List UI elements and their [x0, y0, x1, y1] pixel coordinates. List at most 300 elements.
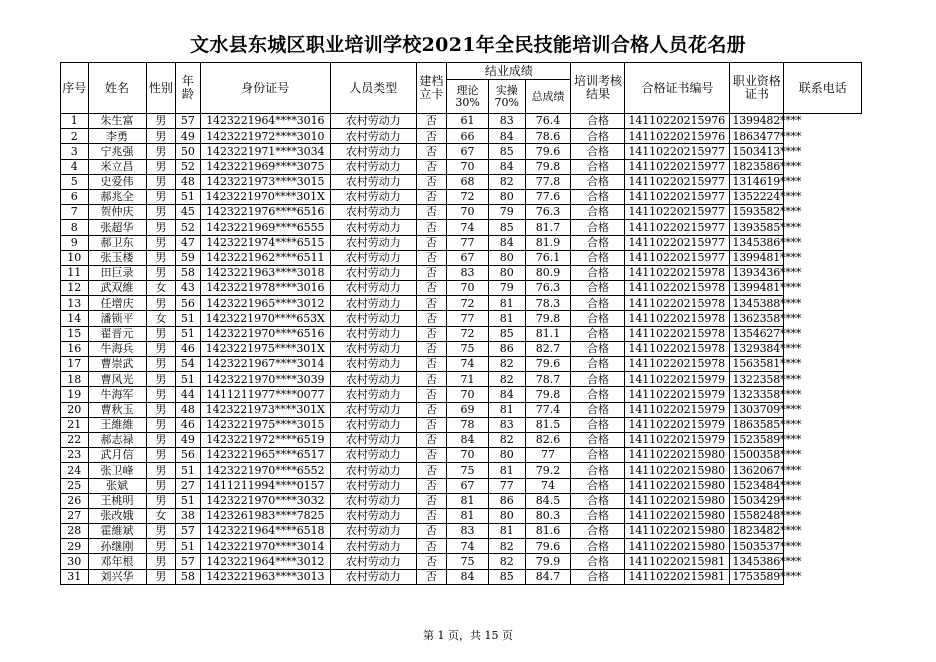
cell-assess: 合格 — [571, 493, 625, 508]
cell-practice: 82 — [488, 432, 525, 447]
cell-theory: 83 — [447, 524, 489, 539]
cell-type: 农村劳动力 — [331, 387, 417, 402]
cell-total: 79.2 — [525, 463, 571, 478]
cell-cert: 14110220215978 — [625, 341, 730, 356]
table-row — [61, 569, 862, 584]
cell-cert: 14110220215981 — [625, 554, 730, 569]
cell-age: 59 — [176, 250, 200, 265]
cell-total: 76.3 — [525, 281, 571, 296]
cell-practice: 80 — [488, 265, 525, 280]
cell-total: 82.6 — [525, 432, 571, 447]
cell-age: 27 — [176, 478, 200, 493]
cell-age: 51 — [176, 372, 200, 387]
cell-seq: 18 — [61, 372, 89, 387]
cell-name: 郝志禄 — [88, 432, 146, 447]
cell-practice: 84 — [488, 159, 525, 174]
cell-type: 农村劳动力 — [331, 493, 417, 508]
header-theory — [447, 80, 489, 114]
cell-gender: 男 — [146, 539, 176, 554]
cell-seq: 12 — [61, 281, 89, 296]
cell-card: 否 — [416, 432, 447, 447]
cell-card: 否 — [416, 311, 447, 326]
cell-type: 农村劳动力 — [331, 205, 417, 220]
table-row — [61, 508, 862, 523]
cell-age: 52 — [176, 159, 200, 174]
cell-cert: 14110220215977 — [625, 205, 730, 220]
cell-assess: 合格 — [571, 448, 625, 463]
cell-total: 77.4 — [525, 402, 571, 417]
cell-age: 51 — [176, 326, 200, 341]
cell-cert: 14110220215980 — [625, 508, 730, 523]
cell-id: 1423221963****3013 — [200, 569, 330, 584]
table-row — [61, 478, 862, 493]
table-row — [61, 205, 862, 220]
table-row — [61, 432, 862, 447]
cell-gender: 男 — [146, 265, 176, 280]
cell-age: 51 — [176, 189, 200, 204]
cell-assess: 合格 — [571, 463, 625, 478]
cell-assess: 合格 — [571, 129, 625, 144]
cell-phone: 1345388**** — [730, 296, 784, 311]
cell-gender: 男 — [146, 250, 176, 265]
cell-assess: 合格 — [571, 357, 625, 372]
header-name: 姓名 — [88, 63, 146, 114]
cell-card: 否 — [416, 372, 447, 387]
cell-seq: 5 — [61, 174, 89, 189]
cell-total: 78.6 — [525, 129, 571, 144]
cell-phone: 1863477**** — [730, 129, 784, 144]
cell-practice: 81 — [488, 524, 525, 539]
cell-type: 农村劳动力 — [331, 144, 417, 159]
cell-card: 否 — [416, 296, 447, 311]
cell-total: 77 — [525, 448, 571, 463]
cell-name: 王維維 — [88, 417, 146, 432]
cell-age: 56 — [176, 296, 200, 311]
cell-card: 否 — [416, 524, 447, 539]
table-row — [61, 387, 862, 402]
cell-name: 米立昌 — [88, 159, 146, 174]
cell-phone: 1523589**** — [730, 432, 784, 447]
cell-id: 1423221964****3012 — [200, 554, 330, 569]
cell-card: 否 — [416, 265, 447, 280]
cell-type: 农村劳动力 — [331, 569, 417, 584]
cell-card: 否 — [416, 220, 447, 235]
cell-theory: 70 — [447, 159, 489, 174]
cell-assess: 合格 — [571, 432, 625, 447]
cell-gender: 男 — [146, 129, 176, 144]
cell-theory: 69 — [447, 402, 489, 417]
cell-seq: 25 — [61, 478, 89, 493]
cell-type: 农村劳动力 — [331, 326, 417, 341]
cell-id: 1423221978****3016 — [200, 281, 330, 296]
table-row — [61, 296, 862, 311]
header-seq: 序号 — [61, 63, 89, 114]
cell-phone: 1323358**** — [730, 387, 784, 402]
cell-name: 武月信 — [88, 448, 146, 463]
cell-gender: 男 — [146, 326, 176, 341]
cell-cert: 14110220215980 — [625, 448, 730, 463]
cell-assess: 合格 — [571, 417, 625, 432]
cell-assess: 合格 — [571, 189, 625, 204]
cell-theory: 70 — [447, 205, 489, 220]
cell-phone: 1823482**** — [730, 524, 784, 539]
cell-age: 46 — [176, 417, 200, 432]
cell-card: 否 — [416, 114, 447, 129]
cell-age: 57 — [176, 554, 200, 569]
cell-practice: 82 — [488, 372, 525, 387]
cell-id: 1423221965****3012 — [200, 296, 330, 311]
cell-assess: 合格 — [571, 114, 625, 129]
table-row — [61, 250, 862, 265]
cell-theory: 72 — [447, 296, 489, 311]
table-row — [61, 341, 862, 356]
cell-gender: 男 — [146, 174, 176, 189]
cell-id: 1423221964****3016 — [200, 114, 330, 129]
cell-id: 1411211994****0157 — [200, 478, 330, 493]
cell-cert: 14110220215977 — [625, 189, 730, 204]
cell-name: 武双維 — [88, 281, 146, 296]
cell-practice: 83 — [488, 114, 525, 129]
cell-gender: 男 — [146, 159, 176, 174]
cell-phone: 1399482**** — [730, 114, 784, 129]
cell-id: 1423221970****3039 — [200, 372, 330, 387]
cell-id: 1423221965****6517 — [200, 448, 330, 463]
cell-type: 农村劳动力 — [331, 129, 417, 144]
cell-type: 农村劳动力 — [331, 448, 417, 463]
cell-age: 49 — [176, 129, 200, 144]
table-row — [61, 159, 862, 174]
cell-theory: 77 — [447, 235, 489, 250]
cell-seq: 8 — [61, 220, 89, 235]
cell-id: 1423221976****6516 — [200, 205, 330, 220]
cell-practice: 84 — [488, 129, 525, 144]
cell-theory: 81 — [447, 493, 489, 508]
cell-phone: 1303709**** — [730, 402, 784, 417]
cell-seq: 13 — [61, 296, 89, 311]
cell-assess: 合格 — [571, 159, 625, 174]
cell-card: 否 — [416, 174, 447, 189]
cell-gender: 男 — [146, 114, 176, 129]
cell-age: 54 — [176, 357, 200, 372]
cell-name: 孙继刚 — [88, 539, 146, 554]
cell-card: 否 — [416, 569, 447, 584]
header-age: 年龄 — [176, 63, 200, 114]
cell-type: 农村劳动力 — [331, 357, 417, 372]
cell-seq: 9 — [61, 235, 89, 250]
header-total: 总成绩 — [525, 80, 571, 114]
cell-type: 农村劳动力 — [331, 311, 417, 326]
cell-type: 农村劳动力 — [331, 478, 417, 493]
cell-assess: 合格 — [571, 250, 625, 265]
cell-practice: 85 — [488, 326, 525, 341]
cell-practice: 84 — [488, 235, 525, 250]
table-row — [61, 417, 862, 432]
cell-assess: 合格 — [571, 539, 625, 554]
header-theory-label: 理论 — [456, 83, 479, 97]
cell-id: 1423221970****653X — [200, 311, 330, 326]
cell-total: 74 — [525, 478, 571, 493]
cell-practice: 85 — [488, 220, 525, 235]
cell-card: 否 — [416, 341, 447, 356]
header-qual: 职业资格证书 — [730, 63, 784, 114]
table-row — [61, 189, 862, 204]
cell-cert: 14110220215979 — [625, 387, 730, 402]
cell-id: 1423221970****3014 — [200, 539, 330, 554]
cell-name: 任增庆 — [88, 296, 146, 311]
cell-practice: 77 — [488, 478, 525, 493]
cell-name: 曹风光 — [88, 372, 146, 387]
cell-type: 农村劳动力 — [331, 508, 417, 523]
cell-type: 农村劳动力 — [331, 174, 417, 189]
cell-name: 牛海兵 — [88, 341, 146, 356]
cell-gender: 男 — [146, 341, 176, 356]
cell-age: 38 — [176, 508, 200, 523]
cell-type: 农村劳动力 — [331, 281, 417, 296]
cell-theory: 83 — [447, 265, 489, 280]
cell-name: 宁兆强 — [88, 144, 146, 159]
cell-cert: 14110220215977 — [625, 174, 730, 189]
cell-card: 否 — [416, 448, 447, 463]
cell-cert: 14110220215980 — [625, 493, 730, 508]
header-practice — [488, 80, 525, 114]
cell-card: 否 — [416, 129, 447, 144]
cell-practice: 82 — [488, 357, 525, 372]
cell-assess: 合格 — [571, 569, 625, 584]
cell-theory: 67 — [447, 250, 489, 265]
cell-seq: 15 — [61, 326, 89, 341]
cell-name: 张卫峰 — [88, 463, 146, 478]
table-row — [61, 144, 862, 159]
cell-gender: 男 — [146, 569, 176, 584]
cell-theory: 72 — [447, 189, 489, 204]
cell-theory: 75 — [447, 554, 489, 569]
cell-seq: 28 — [61, 524, 89, 539]
cell-total: 81.1 — [525, 326, 571, 341]
cell-theory: 84 — [447, 569, 489, 584]
cell-total: 80.9 — [525, 265, 571, 280]
cell-assess: 合格 — [571, 235, 625, 250]
cell-cert: 14110220215980 — [625, 524, 730, 539]
cell-name: 朱生富 — [88, 114, 146, 129]
cell-phone: 1362358**** — [730, 311, 784, 326]
cell-seq: 10 — [61, 250, 89, 265]
cell-card: 否 — [416, 508, 447, 523]
cell-card: 否 — [416, 326, 447, 341]
cell-seq: 6 — [61, 189, 89, 204]
cell-card: 否 — [416, 554, 447, 569]
cell-practice: 85 — [488, 144, 525, 159]
page-footer: 第 1 页，共 15 页 — [423, 629, 513, 642]
cell-cert: 14110220215978 — [625, 265, 730, 280]
cell-type: 农村劳动力 — [331, 372, 417, 387]
cell-type: 农村劳动力 — [331, 114, 417, 129]
cell-practice: 81 — [488, 296, 525, 311]
cell-gender: 男 — [146, 432, 176, 447]
cell-id: 1423221970****6552 — [200, 463, 330, 478]
cell-age: 57 — [176, 114, 200, 129]
header-result-group: 结业成绩 — [447, 63, 571, 80]
cell-age: 45 — [176, 205, 200, 220]
cell-card: 否 — [416, 159, 447, 174]
table-row — [61, 554, 862, 569]
cell-card: 否 — [416, 478, 447, 493]
cell-phone: 1563581**** — [730, 357, 784, 372]
cell-age: 57 — [176, 524, 200, 539]
cell-total: 79.6 — [525, 144, 571, 159]
cell-assess: 合格 — [571, 524, 625, 539]
cell-theory: 84 — [447, 432, 489, 447]
cell-seq: 29 — [61, 539, 89, 554]
cell-practice: 81 — [488, 402, 525, 417]
cell-seq: 14 — [61, 311, 89, 326]
cell-phone: 1500358**** — [730, 448, 784, 463]
header-phone: 联系电话 — [784, 63, 862, 114]
cell-phone: 1523484**** — [730, 478, 784, 493]
cell-type: 农村劳动力 — [331, 539, 417, 554]
cell-age: 51 — [176, 463, 200, 478]
cell-cert: 14110220215979 — [625, 372, 730, 387]
cell-seq: 27 — [61, 508, 89, 523]
cell-theory: 71 — [447, 372, 489, 387]
cell-practice: 82 — [488, 554, 525, 569]
cell-total: 78.7 — [525, 372, 571, 387]
cell-assess: 合格 — [571, 387, 625, 402]
cell-name: 张玉楼 — [88, 250, 146, 265]
cell-age: 43 — [176, 281, 200, 296]
cell-gender: 男 — [146, 296, 176, 311]
cell-assess: 合格 — [571, 281, 625, 296]
table-row — [61, 372, 862, 387]
cell-phone: 1362067**** — [730, 463, 784, 478]
cell-age: 46 — [176, 341, 200, 356]
header-id: 身份证号 — [200, 63, 330, 114]
cell-name: 翟晋元 — [88, 326, 146, 341]
cell-total: 77.8 — [525, 174, 571, 189]
cell-id: 1423221973****3015 — [200, 174, 330, 189]
cell-type: 农村劳动力 — [331, 250, 417, 265]
cell-total: 84.7 — [525, 569, 571, 584]
cell-phone: 1823586**** — [730, 159, 784, 174]
cell-id: 1423221973****301X — [200, 402, 330, 417]
cell-phone: 1399481**** — [730, 250, 784, 265]
cell-seq: 7 — [61, 205, 89, 220]
header-practice-label: 实操 — [495, 83, 518, 97]
header-assess: 培训考核结果 — [571, 63, 625, 114]
cell-gender: 男 — [146, 372, 176, 387]
cell-practice: 80 — [488, 448, 525, 463]
cell-name: 刘兴华 — [88, 569, 146, 584]
cell-type: 农村劳动力 — [331, 554, 417, 569]
cell-cert: 14110220215977 — [625, 235, 730, 250]
cell-gender: 男 — [146, 524, 176, 539]
table-row — [61, 448, 862, 463]
cell-total: 84.5 — [525, 493, 571, 508]
cell-name: 王桃明 — [88, 493, 146, 508]
cell-id: 1423221975****3015 — [200, 417, 330, 432]
cell-seq: 30 — [61, 554, 89, 569]
cell-seq: 16 — [61, 341, 89, 356]
cell-id: 1423221969****3075 — [200, 159, 330, 174]
cell-card: 否 — [416, 205, 447, 220]
cell-type: 农村劳动力 — [331, 220, 417, 235]
table-row — [61, 357, 862, 372]
cell-assess: 合格 — [571, 508, 625, 523]
cell-age: 47 — [176, 235, 200, 250]
cell-seq: 20 — [61, 402, 89, 417]
cell-id: 1423221963****3018 — [200, 265, 330, 280]
cell-phone: 1345386**** — [730, 554, 784, 569]
cell-phone: 1354627**** — [730, 326, 784, 341]
cell-id: 1423221970****301X — [200, 189, 330, 204]
cell-total: 79.8 — [525, 311, 571, 326]
cell-card: 否 — [416, 357, 447, 372]
cell-name: 史爱伟 — [88, 174, 146, 189]
table-row — [61, 311, 862, 326]
cell-seq: 2 — [61, 129, 89, 144]
cell-card: 否 — [416, 539, 447, 554]
cell-gender: 男 — [146, 387, 176, 402]
cell-total: 82.7 — [525, 341, 571, 356]
cell-phone: 1345386**** — [730, 235, 784, 250]
cell-gender: 男 — [146, 189, 176, 204]
cell-seq: 31 — [61, 569, 89, 584]
cell-gender: 男 — [146, 554, 176, 569]
cell-type: 农村劳动力 — [331, 524, 417, 539]
cell-gender: 女 — [146, 508, 176, 523]
table-row — [61, 539, 862, 554]
cell-theory: 75 — [447, 463, 489, 478]
cell-theory: 78 — [447, 417, 489, 432]
cell-assess: 合格 — [571, 341, 625, 356]
cell-theory: 74 — [447, 357, 489, 372]
cell-id: 1423261983****7825 — [200, 508, 330, 523]
cell-gender: 男 — [146, 144, 176, 159]
cell-seq: 24 — [61, 463, 89, 478]
cell-gender: 女 — [146, 311, 176, 326]
cell-total: 77.6 — [525, 189, 571, 204]
cell-id: 1423221967****3014 — [200, 357, 330, 372]
cell-cert: 14110220215978 — [625, 311, 730, 326]
cell-phone: 1593582**** — [730, 205, 784, 220]
table-row — [61, 524, 862, 539]
cell-assess: 合格 — [571, 296, 625, 311]
cell-practice: 86 — [488, 493, 525, 508]
cell-practice: 81 — [488, 311, 525, 326]
cell-total: 81.7 — [525, 220, 571, 235]
cell-name: 张改娥 — [88, 508, 146, 523]
cell-cert: 14110220215979 — [625, 417, 730, 432]
cell-card: 否 — [416, 463, 447, 478]
header-theory-pct: 30% — [455, 95, 480, 109]
cell-name: 牛海军 — [88, 387, 146, 402]
cell-type: 农村劳动力 — [331, 463, 417, 478]
cell-seq: 4 — [61, 159, 89, 174]
header-cert: 合格证书编号 — [625, 63, 730, 114]
cell-gender: 男 — [146, 463, 176, 478]
cell-cert: 14110220215979 — [625, 432, 730, 447]
table-row — [61, 493, 862, 508]
cell-theory: 81 — [447, 508, 489, 523]
cell-practice: 80 — [488, 189, 525, 204]
cell-phone: 1558248**** — [730, 508, 784, 523]
cell-name: 张超华 — [88, 220, 146, 235]
cell-id: 1423221969****6555 — [200, 220, 330, 235]
cell-practice: 85 — [488, 569, 525, 584]
table-row — [61, 281, 862, 296]
cell-assess: 合格 — [571, 326, 625, 341]
cell-total: 76.1 — [525, 250, 571, 265]
cell-practice: 81 — [488, 463, 525, 478]
